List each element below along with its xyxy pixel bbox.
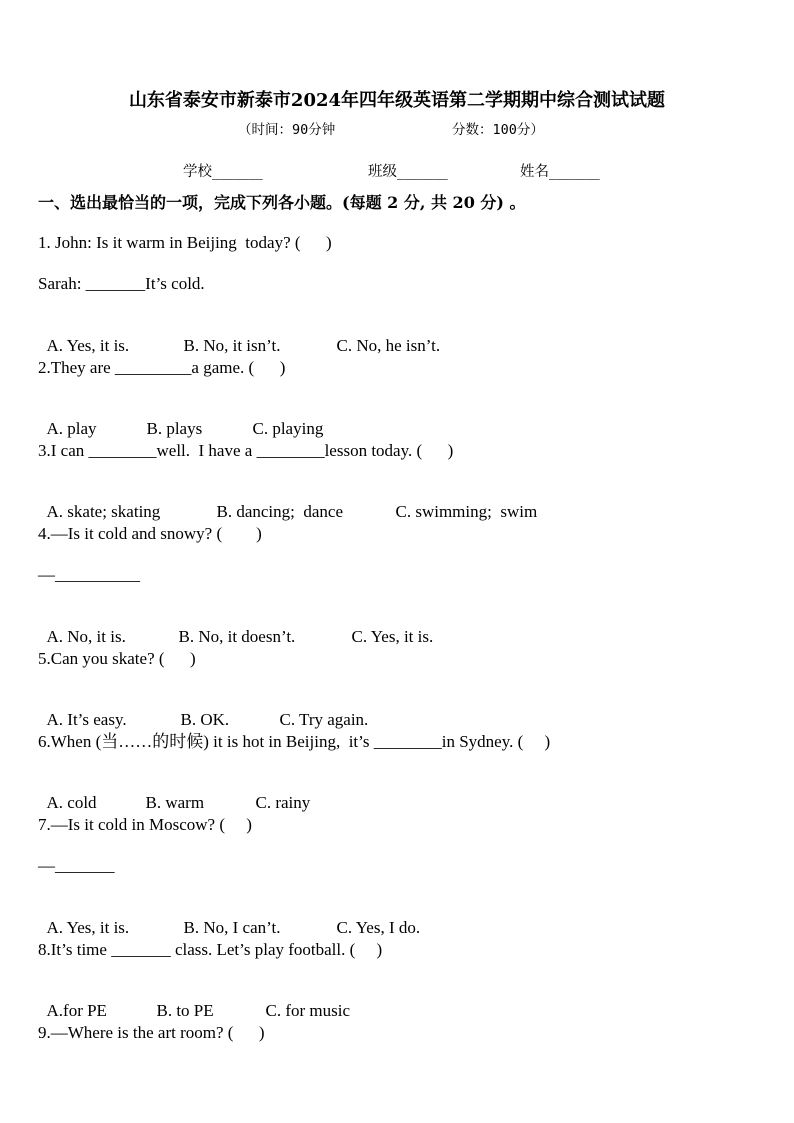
option-b[interactable]: B. No, it doesn’t. <box>178 627 296 646</box>
question-9-stem: 9.—Where is the art room? ( ) <box>38 1023 265 1042</box>
name-field[interactable]: 姓名_______ <box>520 164 600 180</box>
question-8-options <box>38 981 350 1021</box>
option-c[interactable]: C. swimming; swim <box>395 502 538 521</box>
option-a[interactable]: A. No, it is. <box>46 627 126 646</box>
option-a[interactable]: A. cold <box>46 793 97 812</box>
question-1-extra: Sarah: _______It’s cold. <box>38 274 205 293</box>
question-4-extra: —__________ <box>38 565 140 584</box>
question-2-options <box>38 399 323 439</box>
option-b[interactable]: B. No, I can’t. <box>183 918 281 937</box>
question-7-extra: —_______ <box>38 856 115 875</box>
option-c[interactable]: C. rainy <box>255 793 311 812</box>
option-a[interactable]: A. play <box>46 419 97 438</box>
page-title: 山东省泰安市新泰市2024年四年级英语第二学期期中综合测试试题 <box>128 90 666 111</box>
question-4-options <box>38 607 433 647</box>
exam-score: 分数：100分） <box>452 122 544 138</box>
question-6-options <box>38 773 310 813</box>
option-a[interactable]: A.for PE <box>46 1001 107 1020</box>
exam-time: （时间：90分钟 <box>238 122 336 138</box>
option-a[interactable]: A. skate; skating <box>46 502 161 521</box>
school-field[interactable]: 学校_______ <box>183 164 263 180</box>
option-b[interactable]: B. warm <box>145 793 205 812</box>
option-c[interactable]: C. No, he isn’t. <box>336 336 441 355</box>
section-heading: 一、选出最恰当的一项，完成下列各小题。(每题 2 分, 共 20 分) 。 <box>38 193 526 212</box>
question-5-options <box>38 690 368 730</box>
question-5-stem: 5.Can you skate? ( ) <box>38 649 196 668</box>
option-a[interactable]: A. Yes, it is. <box>46 918 130 937</box>
option-a[interactable]: A. Yes, it is. <box>46 336 130 355</box>
option-b[interactable]: B. OK. <box>180 710 230 729</box>
question-1-stem: 1. John: Is it warm in Beijing today? ( ) <box>38 233 332 252</box>
option-b[interactable]: B. No, it isn’t. <box>183 336 281 355</box>
option-c[interactable]: C. Try again. <box>279 710 369 729</box>
option-b[interactable]: B. dancing; dance <box>216 502 344 521</box>
question-6-stem: 6.When (当……的时候) it is hot in Beijing, it’s ________in Sydney. ( ) <box>38 732 551 751</box>
question-8-stem: 8.It’s time _______ class. Let’s play football. ( ) <box>38 940 383 959</box>
option-c[interactable]: C. Yes, it is. <box>351 627 434 646</box>
option-b[interactable]: B. plays <box>146 419 203 438</box>
question-3-stem: 3.I can ________well. I have a ________lesson today. ( ) <box>38 441 454 460</box>
question-1-options <box>38 316 440 356</box>
question-7-options <box>38 898 420 938</box>
question-2-stem: 2.They are _________a game. ( ) <box>38 358 286 377</box>
class-field[interactable]: 班级_______ <box>368 164 448 180</box>
question-7-stem: 7.—Is it cold in Moscow? ( ) <box>38 815 252 834</box>
question-4-stem: 4.—Is it cold and snowy? ( ) <box>38 524 262 543</box>
option-a[interactable]: A. It’s easy. <box>46 710 127 729</box>
option-c[interactable]: C. Yes, I do. <box>336 918 421 937</box>
option-c[interactable]: C. playing <box>252 419 324 438</box>
option-b[interactable]: B. to PE <box>156 1001 214 1020</box>
question-3-options <box>38 482 537 522</box>
option-c[interactable]: C. for music <box>265 1001 351 1020</box>
